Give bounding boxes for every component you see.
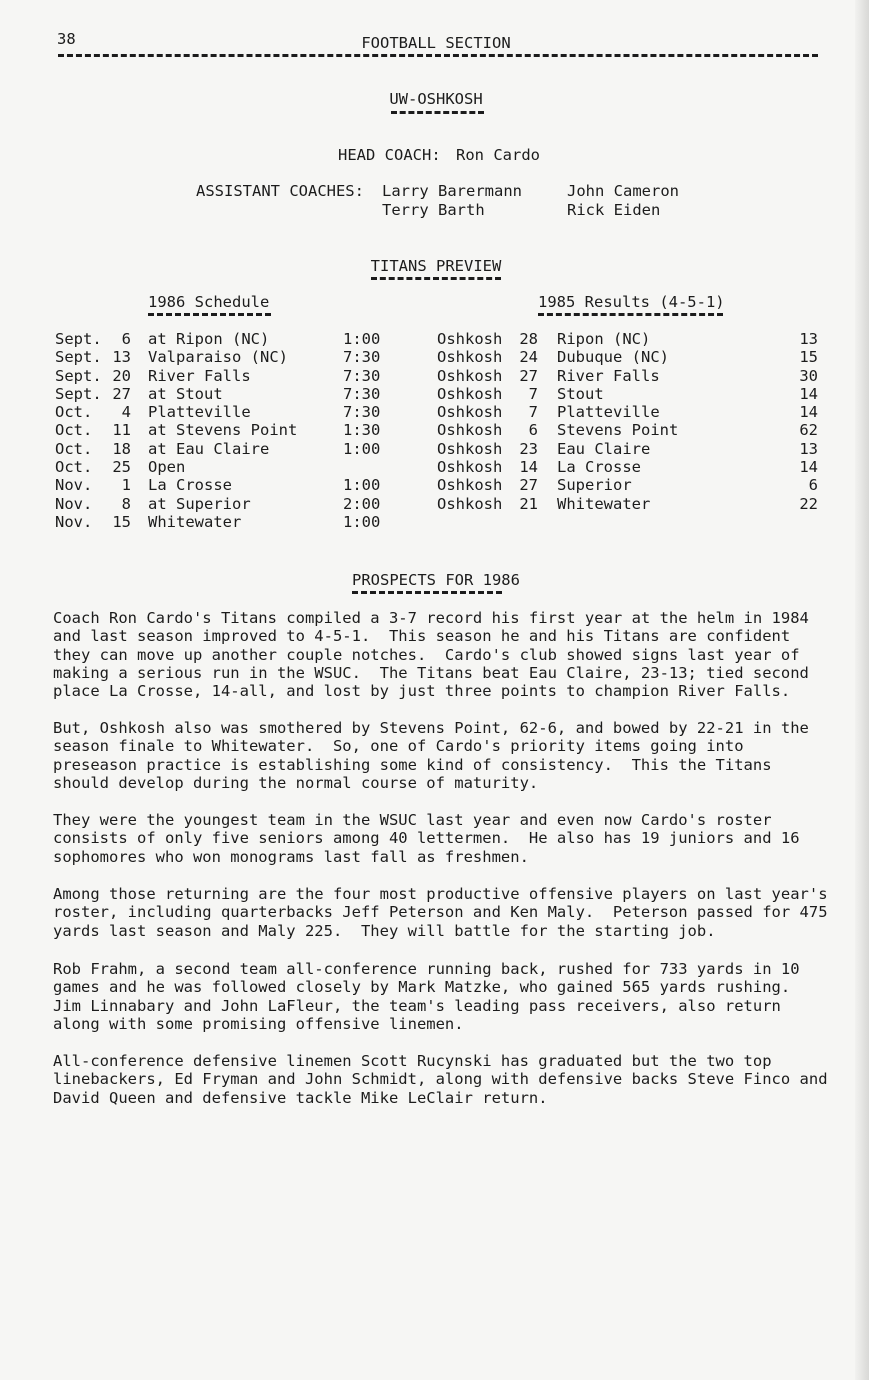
results-team: Oshkosh xyxy=(437,458,503,477)
results-title-underline xyxy=(538,313,723,316)
results-opp-score: 6 xyxy=(808,476,818,495)
results-opp-score: 22 xyxy=(799,494,818,513)
results-team: Oshkosh xyxy=(437,476,503,495)
schedule-time: 2:00 xyxy=(343,494,381,513)
schedule-month: Oct. xyxy=(55,421,93,440)
results-title: 1985 Results (4-5-1) xyxy=(538,293,725,311)
paragraph-line: preseason practice is establishing some kind of consistency. This the Titans xyxy=(53,755,772,774)
schedule-month: Sept. xyxy=(55,384,102,403)
results-team: Oshkosh xyxy=(437,403,503,422)
results-opponent: Ripon (NC) xyxy=(557,330,651,348)
assistant-coach: Larry Barermann xyxy=(382,182,522,200)
prospects-title: PROSPECTS FOR 1986 xyxy=(352,571,520,589)
results-opponent: Stout xyxy=(557,384,604,403)
paragraph-line: Rob Frahm, a second team all-conference running back, rushed for 733 yards in 10 xyxy=(53,960,800,978)
schedule-time: 1:00 xyxy=(343,330,381,348)
schedule-opponent: Platteville xyxy=(148,403,251,422)
schedule-opponent: at Stevens Point xyxy=(148,421,298,440)
paragraph-line: Among those returning are the four most productive offensive players on last year's xyxy=(53,885,828,903)
results-opp-score: 14 xyxy=(799,458,818,477)
assistant-coach: Rick Eiden xyxy=(567,201,661,219)
schedule-month: Oct. xyxy=(55,458,93,477)
schedule-opponent: at Stout xyxy=(148,384,223,403)
schedule-day: 11 xyxy=(112,421,131,440)
results-score-column xyxy=(510,330,538,513)
paragraph-line: season finale to Whitewater. So, one of Cardo's priority items going into xyxy=(53,737,744,756)
assistant-coach: Terry Barth xyxy=(382,201,485,219)
results-score: 27 xyxy=(519,476,538,495)
paragraph-line: yards last season and Maly 225. They will battle for the starting job. xyxy=(53,921,716,940)
schedule-title-underline xyxy=(148,313,271,316)
schedule-day: 25 xyxy=(112,458,131,477)
assistant-coach: John Cameron xyxy=(567,182,679,200)
schedule-opponent: at Ripon (NC) xyxy=(148,330,270,348)
schedule-day: 8 xyxy=(121,494,131,513)
results-team: Oshkosh xyxy=(437,348,503,367)
header-rule xyxy=(58,54,818,57)
results-opp-score: 13 xyxy=(799,439,818,458)
results-score: 7 xyxy=(528,403,538,422)
schedule-day: 18 xyxy=(112,439,131,458)
paragraph-line: Jim Linnabary and John LaFleur, the team's leading pass receivers, also return xyxy=(53,996,781,1015)
schedule-time-column xyxy=(343,330,393,531)
paragraph-line: All-conference defensive linemen Scott Rucynski has graduated but the two top xyxy=(53,1052,772,1070)
schedule-time: 1:00 xyxy=(343,512,381,531)
schedule-time: 1:00 xyxy=(343,476,381,495)
paragraph-line: along with some promising offensive linemen. xyxy=(53,1014,464,1033)
results-opp-score: 15 xyxy=(799,348,818,367)
results-score: 6 xyxy=(528,421,538,440)
results-team: Oshkosh xyxy=(437,330,503,348)
preview-title: TITANS PREVIEW xyxy=(370,257,502,275)
schedule-month: Oct. xyxy=(55,403,93,422)
schedule-month: Nov. xyxy=(55,476,93,495)
results-opp-score-column xyxy=(778,330,818,513)
results-team: Oshkosh xyxy=(437,384,503,403)
paragraph-line: roster, including quarterbacks Jeff Peterson and Ken Maly. Peterson passed for 475 xyxy=(53,903,828,922)
schedule-day-column xyxy=(104,330,131,531)
page-number: 38 xyxy=(57,30,76,48)
results-opp-score: 62 xyxy=(799,421,818,440)
preview-title-underline xyxy=(371,277,501,280)
schedule-day: 15 xyxy=(112,512,131,531)
paragraph xyxy=(53,719,843,792)
paragraph-line: they can move up another couple notches. Cardo's club showed signs last year of xyxy=(53,645,800,664)
paragraph-line: Coach Ron Cardo's Titans compiled a 3-7 record his first year at the helm in 1984 xyxy=(53,609,809,627)
results-score: 14 xyxy=(519,458,538,477)
school-title-underline xyxy=(391,111,484,114)
schedule-time: 7:30 xyxy=(343,348,381,367)
schedule-opponent: Valparaiso (NC) xyxy=(148,348,288,367)
assistant-coaches-label: ASSISTANT COACHES: xyxy=(196,182,364,200)
paragraph xyxy=(53,811,843,866)
paragraph-line: sophomores who won monograms last fall as freshmen. xyxy=(53,847,529,866)
schedule-time: 1:30 xyxy=(343,421,381,440)
schedule-month: Oct. xyxy=(55,439,93,458)
results-opponent: La Crosse xyxy=(557,458,641,477)
results-team: Oshkosh xyxy=(437,421,503,440)
head-coach-label: HEAD COACH: xyxy=(338,146,441,164)
prospects-title-underline xyxy=(352,591,502,594)
schedule-opponent: River Falls xyxy=(148,366,251,385)
results-opponent: Eau Claire xyxy=(557,439,651,458)
schedule-month: Sept. xyxy=(55,348,102,367)
paragraph-line: linebackers, Ed Fryman and John Schmidt, along with defensive backs Steve Finco and xyxy=(53,1070,828,1089)
schedule-day: 13 xyxy=(112,348,131,367)
results-opp-score: 30 xyxy=(799,366,818,385)
results-score: 21 xyxy=(519,494,538,513)
paragraph-line: But, Oshkosh also was smothered by Stevens Point, 62-6, and bowed by 22-21 in the xyxy=(53,719,809,737)
paragraph-line: consists of only five seniors among 40 lettermen. He also has 19 juniors and 16 xyxy=(53,829,800,848)
schedule-opponent-column xyxy=(148,330,328,531)
schedule-opponent: at Eau Claire xyxy=(148,439,270,458)
paragraph-line: making a serious run in the WSUC. The Titans beat Eau Claire, 23-13; tied second xyxy=(53,663,809,682)
results-score: 24 xyxy=(519,348,538,367)
schedule-time: 7:30 xyxy=(343,384,381,403)
results-opponent: Superior xyxy=(557,476,632,495)
paragraph-line: David Queen and defensive tackle Mike LeClair return. xyxy=(53,1088,548,1107)
results-score: 27 xyxy=(519,366,538,385)
results-team-column xyxy=(437,330,507,513)
schedule-month-column xyxy=(55,330,110,531)
schedule-month: Nov. xyxy=(55,494,93,513)
schedule-day: 20 xyxy=(112,366,131,385)
schedule-time: 7:30 xyxy=(343,403,381,422)
schedule-title: 1986 Schedule xyxy=(148,293,270,311)
results-opponent: Stevens Point xyxy=(557,421,679,440)
results-team: Oshkosh xyxy=(437,366,503,385)
results-score: 7 xyxy=(528,384,538,403)
section-title: FOOTBALL SECTION xyxy=(361,34,511,52)
results-opponent: River Falls xyxy=(557,366,660,385)
results-opp-score: 14 xyxy=(799,384,818,403)
results-team: Oshkosh xyxy=(437,494,503,513)
schedule-opponent: Whitewater xyxy=(148,512,242,531)
schedule-month: Sept. xyxy=(55,366,102,385)
results-opponent-column xyxy=(557,330,727,513)
paragraph xyxy=(53,885,843,940)
schedule-day: 27 xyxy=(112,384,131,403)
paragraph xyxy=(53,1052,843,1107)
page-edge-shadow xyxy=(855,0,869,1380)
schedule-opponent: Open xyxy=(148,458,186,477)
paragraph xyxy=(53,609,843,700)
school-title: UW-OSHKOSH xyxy=(389,90,483,108)
results-opp-score: 13 xyxy=(799,330,818,348)
head-coach-name: Ron Cardo xyxy=(456,146,540,164)
schedule-month: Sept. xyxy=(55,330,102,348)
schedule-time xyxy=(343,458,393,476)
schedule-time: 1:00 xyxy=(343,439,381,458)
schedule-day: 4 xyxy=(121,403,131,422)
paragraph-line: games and he was followed closely by Mark Matzke, who gained 565 yards rushing. xyxy=(53,978,791,997)
results-score: 28 xyxy=(519,330,538,348)
paragraph-line: place La Crosse, 14-all, and lost by just three points to champion River Falls. xyxy=(53,682,791,701)
results-opponent: Whitewater xyxy=(557,494,651,513)
results-opp-score: 14 xyxy=(799,403,818,422)
schedule-opponent: La Crosse xyxy=(148,476,232,495)
results-opponent: Platteville xyxy=(557,403,660,422)
paragraph-line: should develop during the normal course of maturity. xyxy=(53,773,539,792)
schedule-time: 7:30 xyxy=(343,366,381,385)
schedule-opponent: at Superior xyxy=(148,494,251,513)
schedule-month: Nov. xyxy=(55,512,93,531)
results-team: Oshkosh xyxy=(437,439,503,458)
paragraph xyxy=(53,960,843,1033)
schedule-day: 6 xyxy=(121,330,131,348)
schedule-day: 1 xyxy=(121,476,131,495)
results-score: 23 xyxy=(519,439,538,458)
paragraph-line: and last season improved to 4-5-1. This season he and his Titans are confident xyxy=(53,627,791,646)
results-opponent: Dubuque (NC) xyxy=(557,348,669,367)
paragraph-line: They were the youngest team in the WSUC last year and even now Cardo's roster xyxy=(53,811,772,829)
